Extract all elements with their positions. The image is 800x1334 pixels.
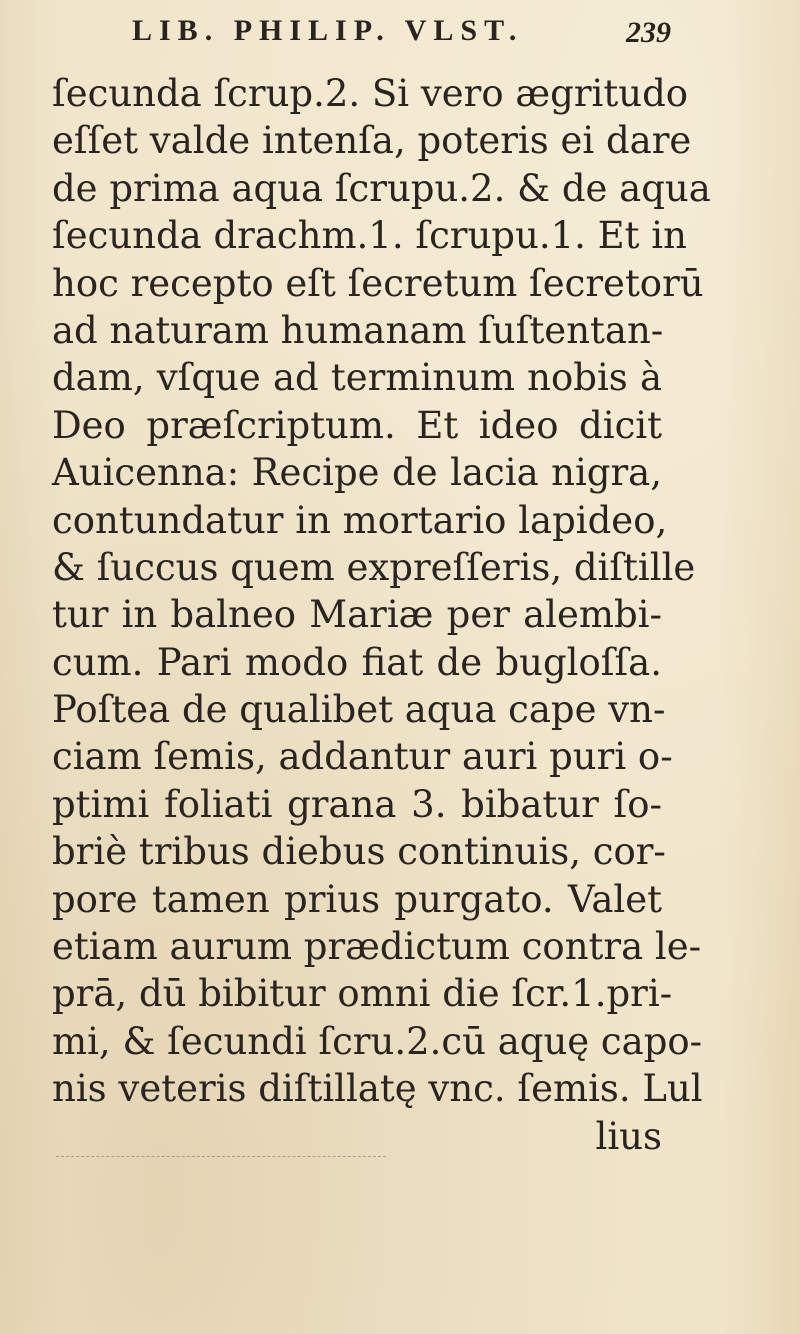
text-line: de prima aqua ſcrupu.2. & de aqua — [52, 166, 711, 210]
text-line: & ſuccus quem expreſſeris, diſtille — [52, 545, 696, 589]
text-line: mi, & ſecundi ſcru.2.cū aquę capo- — [52, 1019, 703, 1063]
underline-rule — [56, 1156, 386, 1157]
text-line: briè tribus diebus continuis, cor- — [52, 830, 666, 874]
text-line: etiam aurum prædictum contra le- — [52, 925, 702, 969]
text-line: Poſtea de qualibet aqua cape vn- — [52, 688, 666, 732]
text-line: Deo præſcriptum. Et ideo dicit — [52, 403, 662, 447]
text-line: nis veteris diſtillatę vnc. ſemis. Lul — [52, 1067, 703, 1111]
running-head: LIB. PHILIP. VLST. — [132, 14, 524, 47]
text-line: ſecunda ſcrup.2. Si vero ægritudo — [52, 72, 689, 115]
text-line: cum. Pari modo fiat de bugloſſa. — [52, 640, 662, 684]
text-line: ptimi foliati grana 3. bibatur ſo- — [52, 782, 662, 826]
text-line: tur in balneo Mariæ per alembi- — [52, 593, 662, 637]
text-line: pore tamen prius purgato. Valet — [52, 877, 662, 921]
text-line: dam, vſque ad terminum nobis à — [52, 356, 662, 400]
text-line: ad naturam humanam ſuſtentan- — [52, 308, 664, 352]
text-line: hoc recepto eſt ſecretum ſecretorū — [52, 261, 704, 305]
catchword: lius — [595, 1114, 662, 1158]
text-line: ciam ſemis, addantur auri puri o- — [52, 735, 673, 779]
text-line: Auicenna: Recipe de lacia nigra, — [52, 451, 662, 495]
page-number: 239 — [626, 16, 671, 49]
body-text — [52, 70, 711, 1160]
text-line: prā, dū bibitur omni die ſcr.1.pri- — [52, 972, 673, 1016]
text-line: ſecunda drachm.1. ſcrupu.1. Et in — [52, 214, 687, 258]
text-line: contundatur in mortario lapideo, — [52, 498, 668, 542]
text-line: eſſet valde intenſa, poteris ei dare — [52, 119, 692, 163]
